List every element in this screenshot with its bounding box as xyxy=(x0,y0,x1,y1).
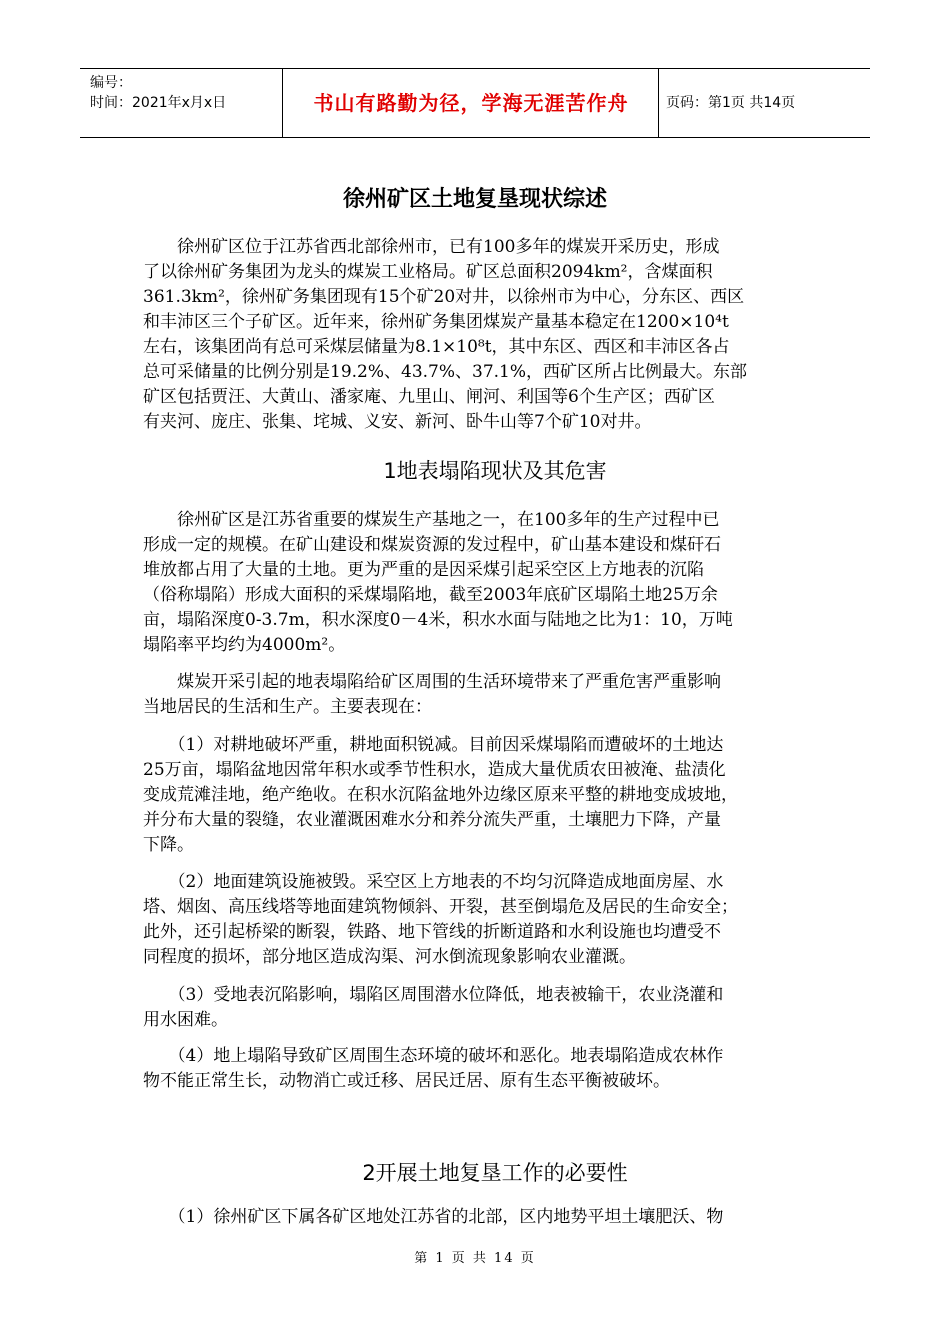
text-line: 矿区包括贾汪、大黄山、潘家庵、九里山、闸河、利国等6个生产区；西矿区 xyxy=(143,387,715,407)
header-date-label: 时间：2021年x月x日 xyxy=(90,95,227,111)
document-title: 徐州矿区土地复垦现状综述 xyxy=(342,187,607,212)
header-divider xyxy=(658,69,659,137)
text-line: （3）受地表沉陷影响，塌陷区周围潜水位降低，地表被输干，农业浇灌和 xyxy=(143,985,724,1005)
text-line: 当地居民的生活和生产。主要表现在： xyxy=(143,697,432,717)
text-line: （2）地面建筑设施被毁。采空区上方地表的不均匀沉降造成地面房屋、水 xyxy=(143,872,724,892)
text-line: （4）地上塌陷导致矿区周围生态环境的破坏和恶化。地表塌陷造成农林作 xyxy=(143,1046,724,1066)
text-line: 此外，还引起桥梁的断裂，铁路、地下管线的折断道路和水利设施也均遭受不 xyxy=(143,922,721,942)
text-line: 形成一定的规模。在矿山建设和煤炭资源的发过程中，矿山基本建设和煤矸石 xyxy=(143,535,721,555)
list-item xyxy=(143,733,807,858)
text-line: 堆放都占用了大量的土地。更为严重的是因采煤引起采空区上方地表的沉陷 xyxy=(143,560,704,580)
text-line: 有夹河、庞庄、张集、垞城、义安、新河、卧牛山等7个矿10对井。 xyxy=(143,412,652,432)
intro-paragraph xyxy=(143,235,807,435)
text-line: 并分布大量的裂缝，农业灌溉困难水分和养分流失严重，土壤肥力下降，产量 xyxy=(143,810,721,830)
text-line: 塌陷率平均约为4000m²。 xyxy=(143,635,346,655)
list-item xyxy=(143,983,807,1033)
page-footer: 第 1 页 共 14 页 xyxy=(414,1251,536,1266)
text-line: 总可采储量的比例分别是19.2%、43.7%、37.1%，西矿区所占比例最大。东部 xyxy=(143,362,748,382)
section-1-heading: 1地表塌陷现状及其危害 xyxy=(383,459,607,483)
text-line: 25万亩，塌陷盆地因常年积水或季节性积水，造成大量优质农田被淹、盐渍化 xyxy=(143,760,726,780)
text-line: 下降。 xyxy=(143,835,194,855)
header-page-info: 页码：第1页 共14页 xyxy=(666,95,796,111)
section-1-paragraph xyxy=(143,670,807,720)
header-meta xyxy=(90,73,280,113)
text-line: 了以徐州矿务集团为龙头的煤炭工业格局。矿区总面积2094km²，含煤面积 xyxy=(143,262,713,282)
text-line: 物不能正常生长，动物消亡或迁移、居民迁居、原有生态平衡被破坏。 xyxy=(143,1071,670,1091)
list-item xyxy=(143,1044,807,1094)
text-line: 361.3km²，徐州矿务集团现有15个矿20对井，以徐州市为中心，分东区、西区 xyxy=(143,287,745,307)
text-line: 和丰沛区三个子矿区。近年来，徐州矿务集团煤炭产量基本稳定在1200×10⁴t xyxy=(143,312,729,332)
header-number-label: 编号： xyxy=(90,75,132,91)
text-line: （1）徐州矿区下属各矿区地处江苏省的北部，区内地势平坦土壤肥沃、物 xyxy=(143,1207,724,1227)
text-line: 同程度的损坏，部分地区造成沟渠、河水倒流现象影响农业灌溉。 xyxy=(143,947,636,967)
document-header xyxy=(80,68,870,138)
text-line: 徐州矿区位于江苏省西北部徐州市，已有100多年的煤炭开采历史，形成 xyxy=(143,237,720,257)
text-line: 用水困难。 xyxy=(143,1010,228,1030)
text-line: （1）对耕地破坏严重，耕地面积锐减。目前因采煤塌陷而遭破坏的土地达 xyxy=(143,735,724,755)
text-line: 徐州矿区是江苏省重要的煤炭生产基地之一，在100多年的生产过程中已 xyxy=(143,510,720,530)
list-item xyxy=(143,870,807,970)
text-line: 煤炭开采引起的地表塌陷给矿区周围的生活环境带来了严重危害严重影响 xyxy=(143,672,721,692)
header-motto: 书山有路勤为径，学海无涯苦作舟 xyxy=(313,91,629,115)
text-line: 亩，塌陷深度0-3.7m，积水深度0－4米，积水水面与陆地之比为1：10，万吨 xyxy=(143,610,733,630)
section-2-paragraph xyxy=(143,1205,807,1230)
text-line: 变成荒滩洼地，绝产绝收。在积水沉陷盆地外边缘区原来平整的耕地变成坡地， xyxy=(143,785,738,805)
section-1-paragraph xyxy=(143,508,807,658)
text-line: 塔、烟囱、高压线塔等地面建筑物倾斜、开裂，甚至倒塌危及居民的生命安全； xyxy=(143,897,738,917)
text-line: 左右，该集团尚有总可采煤层储量为8.1×10⁸t，其中东区、西区和丰沛区各占 xyxy=(143,337,730,357)
text-line: （俗称塌陷）形成大面积的采煤塌陷地，截至2003年底矿区塌陷土地25万余 xyxy=(143,585,718,605)
section-2-heading: 2开展土地复垦工作的必要性 xyxy=(362,1161,628,1185)
